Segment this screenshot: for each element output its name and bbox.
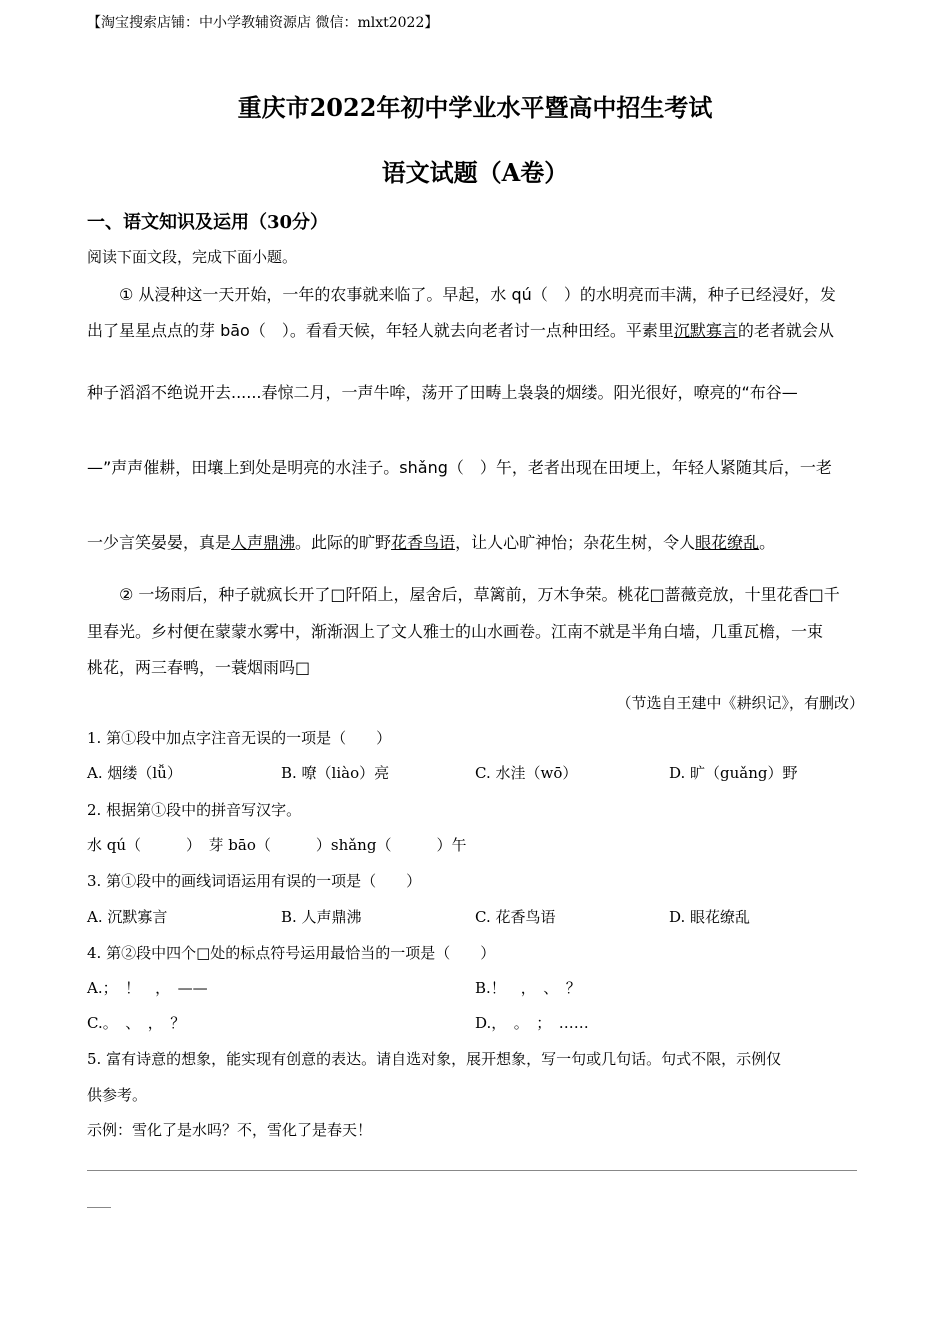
exam-title: 重庆市2022年初中学业水平暨高中招生考试 [237,93,713,122]
passage2-line3: 桃花，两三春鸭，一蓑烟雨吗□ [87,658,311,677]
section-heading: 一、语文知识及运用（30分） [87,212,329,233]
answer-line[interactable] [87,1170,857,1171]
passage1-line5-a: 一少言笑晏晏，真是 [87,533,232,552]
passage1-line2 [87,318,834,341]
q3-option-d: D. 眼花缭乱 [669,908,751,926]
question-2: 2. 根据第①段中的拼音写汉字。 [87,801,302,819]
question-4: 4. 第②段中四个□处的标点符号运用最恰当的一项是（ ） [87,944,496,962]
q2-fill-line: 水 qú（ ） 芽 bāo（ ）shǎng（ ）午 [87,836,467,854]
answer-line-end [87,1207,111,1208]
q4-option-b: B.！ ， 、 ？ [475,979,581,997]
underlined-term-2: 人声鼎沸 [231,533,296,552]
passage1-line3: 种子滔滔不绝说开去......春惊二月，一声牛哞，荡开了田畴上袅袅的烟缕。阳光很好，嘹亮的“布谷— [87,383,798,402]
q5-example: 示例：雪化了是水吗？不，雪化了是春天！ [87,1121,373,1139]
q3-option-c: C. 花香鸟语 [475,908,556,926]
reading-instruction: 阅读下面文段，完成下面小题。 [87,248,298,266]
exam-subtitle: 语文试题（A卷） [381,158,569,187]
q1-option-b: B. 嘹（liào）亮 [281,764,390,782]
underlined-term-3: 花香鸟语 [391,533,456,552]
passage1-line5-d: 。 [759,533,776,552]
q1-option-c: C. 水洼（wō） [475,764,578,782]
q1-option-d: D. 旷（guǎng）野 [669,764,798,782]
q4-option-a: A.； ！ ， —— [87,979,208,997]
underlined-term-4: 眼花缭乱 [695,533,760,552]
question-3: 3. 第①段中的画线词语运用有误的一项是（ ） [87,872,422,890]
passage2-line2: 里春光。乡村便在蒙蒙水雾中，渐渐洇上了文人雅士的山水画卷。江南不就是半角白墙，几重瓦檐，一束 [87,622,824,641]
passage1-line2-text: 出了星星点点的芽 bāo（ ）。看看天候，年轻人就去向老者讨一点种田经。平素里 [87,321,674,340]
question-5: 5. 富有诗意的想象，能实现有创意的表达。请自选对象，展开想象，写一句或几句话。句式不限，示例仅 [87,1050,782,1068]
passage2-line1: ② 一场雨后，种子就疯长开了□阡陌上，屋舍后，草篱前，万木争荣。桃花□蔷薇竞放，十里花香□千 [119,585,840,604]
header-note: 【淘宝搜索店铺：中小学教辅资源店 微信：mlxt2022】 [87,15,439,31]
passage-source: （节选自王建中《耕织记》，有删改） [616,694,864,712]
passage1-line1: ① 从浸种这一天开始，一年的农事就来临了。早起，水 qú（ ）的水明亮而丰满，种子已经浸好，发 [119,285,836,304]
q4-option-d: D.， 。 ； …… [475,1014,589,1032]
passage1-line5-b: 。此际的旷野 [295,533,392,552]
q4-option-c: C.。 、 ， ？ [87,1014,186,1032]
passage1-line5-c: ，让人心旷神怡；杂花生树，令人 [455,533,696,552]
q1-option-a: A. 烟缕（lǚ） [87,764,182,782]
passage1-line4: —”声声催耕，田壤上到处是明亮的水洼子。shǎng（ ）午，老者出现在田埂上，年轻人紧随其后，一老 [87,458,832,477]
question-1: 1. 第①段中加点字注音无误的一项是（ ） [87,729,392,747]
question-5-cont: 供参考。 [87,1086,148,1104]
passage1-line5 [87,530,775,553]
q3-option-b: B. 人声鼎沸 [281,908,362,926]
underlined-term-1: 沉默寡言 [673,321,738,340]
passage1-line2-tail: 的老者就会从 [737,321,834,340]
q3-option-a: A. 沉默寡言 [87,908,168,926]
